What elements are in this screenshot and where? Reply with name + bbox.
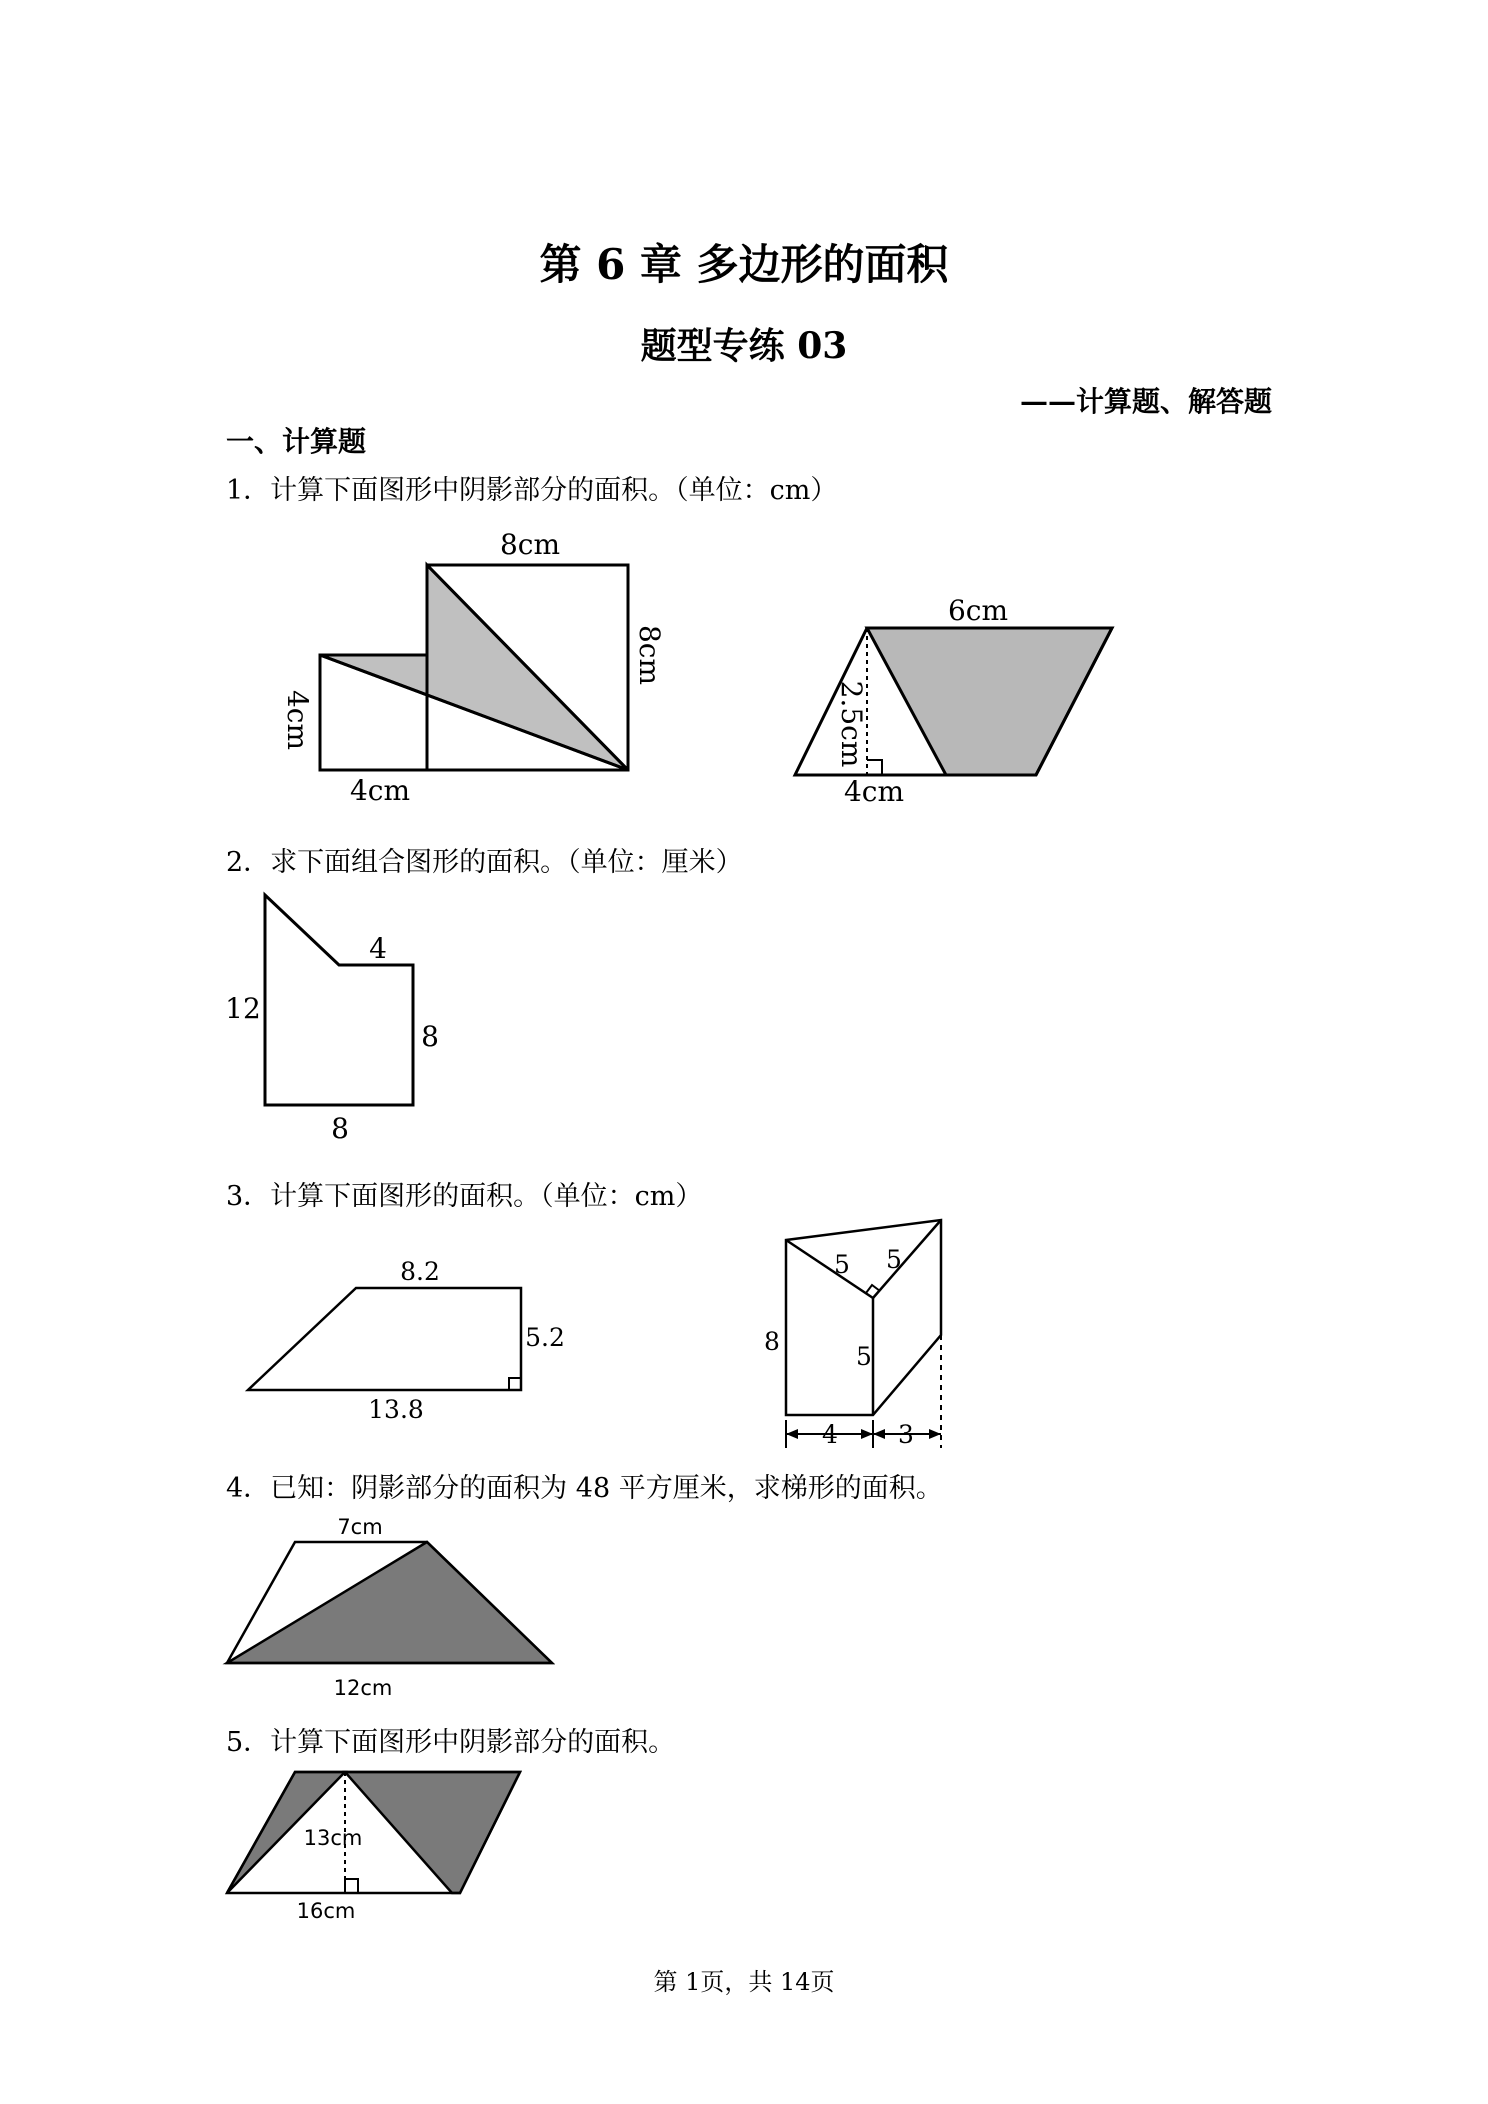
question-3-text: 3．计算下面图形的面积。（单位：cm） — [226, 1181, 703, 1212]
section-heading: 一、计算题 — [226, 425, 367, 458]
question-5-text: 5．计算下面图形中阴影部分的面积。 — [226, 1727, 676, 1758]
q5-right-angle — [345, 1879, 358, 1893]
q1a-top-label: 8cm — [499, 528, 561, 561]
q2-left-label: 12 — [225, 992, 261, 1025]
q3b-height-label: 8 — [764, 1327, 780, 1356]
q3b-dim2-label: 3 — [898, 1420, 914, 1449]
q3b-edge2-label: 5 — [886, 1245, 902, 1274]
q5-bottom-label: 16cm — [296, 1899, 356, 1923]
q2-top-label: 4 — [369, 932, 387, 965]
q2-bottom-label: 8 — [331, 1112, 349, 1145]
q3a-right-label: 5.2 — [525, 1323, 565, 1352]
q5-shaded-right — [345, 1772, 520, 1893]
q2-right-label: 8 — [421, 1020, 439, 1053]
q1b-top-label: 6cm — [947, 594, 1009, 627]
question-1-text: 1．计算下面图形中阴影部分的面积。（单位：cm） — [226, 475, 838, 506]
page-subtitle: 题型专练 03 — [640, 325, 848, 367]
question-2-text: 2．求下面组合图形的面积。（单位：厘米） — [226, 847, 743, 878]
page-title: 第 6 章 多边形的面积 — [539, 240, 949, 289]
q1a-bottom-label: 4cm — [349, 774, 411, 807]
q1b-height-label: 2.5cm — [835, 680, 868, 768]
q4-bottom-label: 12cm — [333, 1676, 393, 1700]
q4-top-label: 7cm — [337, 1515, 383, 1539]
q5-height-label: 13cm — [303, 1826, 363, 1850]
q3b-edge3-label: 5 — [856, 1342, 872, 1371]
q3b-dim1-label: 4 — [822, 1420, 838, 1449]
q3b-edge1-label: 5 — [834, 1250, 850, 1279]
question-4-text: 4．已知：阴影部分的面积为 48 平方厘米，求梯形的面积。 — [226, 1473, 943, 1504]
q1a-left-label: 4cm — [281, 689, 314, 751]
q1b-bottom-label: 4cm — [843, 775, 905, 808]
page-footer: 第 1页，共 14页 — [653, 1968, 835, 1996]
section-tag: ——计算题、解答题 — [1019, 385, 1272, 418]
q3a-bottom-label: 13.8 — [368, 1395, 424, 1424]
q3a-top-label: 8.2 — [400, 1257, 440, 1286]
q1a-right-label: 8cm — [633, 624, 666, 686]
